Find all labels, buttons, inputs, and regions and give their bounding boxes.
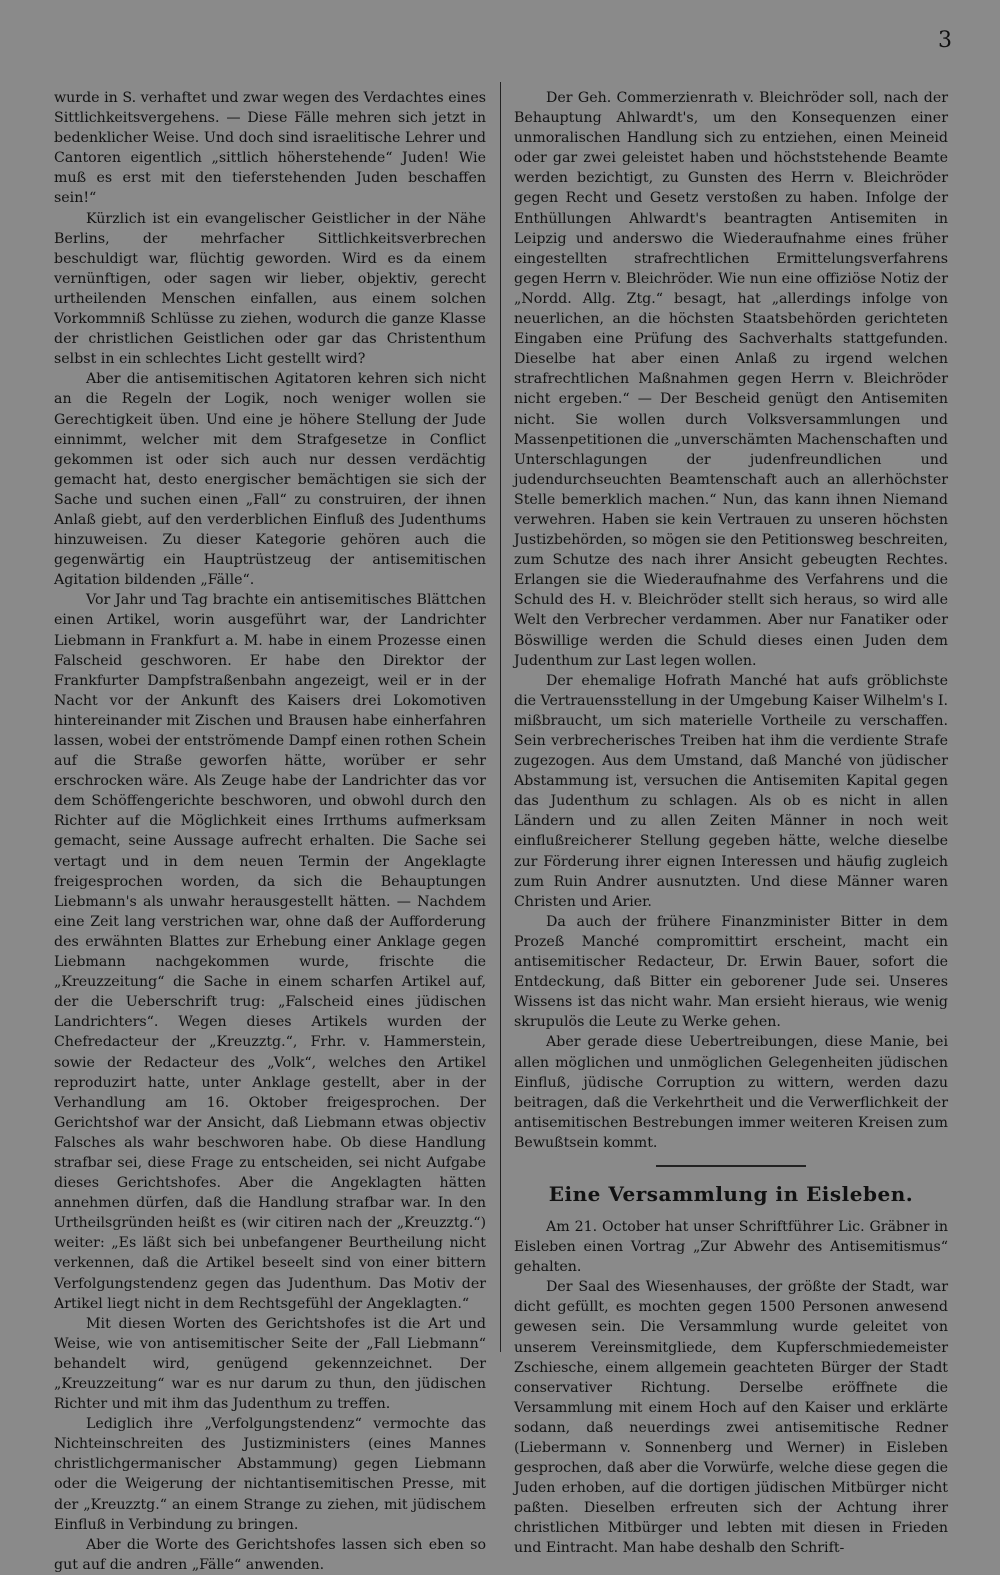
paragraph: Mit diesen Worten des Gerichtshofes ist die Art und Weise, wie von antisemitischer Seite der „Fall Liebmann“ behandelt wird, genügend gekennzeichnet. Der „Kreuzzeitung“ war es nur darum zu thun, den jüdischen Richter und mit ihm das Judenthum zu treffen. — [54, 1315, 486, 1413]
section-heading: Eine Versammlung in Eisleben. — [548, 1181, 914, 1206]
paragraph: Kürzlich ist ein evangelischer Geistlicher in der Nähe Berlins, der mehrfacher Sittlichkeitsverbrechen beschuldigt war, flüchtig geworden. Wird es da einem vernünftigen, oder sagen wir lieber, objektiv, gerecht urtheilenden Menschen einfallen, aus einem solchen Vorkommniß Schlüsse zu ziehen, wodurch die ganze Klasse der christlichen Geistlichen oder gar das Christenthum selbst in ein schlechtes Licht gestellt wird? — [54, 210, 486, 368]
paragraph: Aber die Worte des Gerichtshofes lassen sich eben so gut auf die andren „Fälle“ anwenden. — [54, 1536, 486, 1573]
paragraph: wurde in S. verhaftet und zwar wegen des Verdachtes eines Sittlichkeitsvergehens. — Diese Fälle mehren sich jetzt in bedenklicher Weise. Und doch sind israelitische Lehrer und Cantoren eigentlich „sittlich höherstehende“ Juden! Wie muß es erst mit den tieferstehenden Juden beschaffen sein!“ — [54, 90, 486, 207]
paragraph: Der Saal des Wiesenhauses, der größte der Stadt, war dicht gefüllt, es mochten gegen 1500 Personen anwesend gewesen sein. Die Versammlung wurde geleitet von unserem Vereinsmitgliede, dem Kupferschmiedemeister Zschiesche, einem allgemein geachteten Bürger der Stadt conservativer Richtung. Derselbe eröffnete die Versammlung mit einem Hoch auf den Kaiser und erklärte sodann, daß neuerdings zwei antisemitische Redner (Liebermann v. Sonnenberg und Werner) in Eisleben gesprochen, daß aber die Vorwürfe, welche diese gegen die Juden erhoben, auf die dortigen jüdischen Mitbürger nicht paßten. Dieselben erfreuten sich der Achtung ihrer christlichen Mitbürger und lebten mit diesen in Frieden und Eintracht. Man habe deshalb den Schrift- — [514, 1279, 948, 1557]
section-divider — [656, 1165, 806, 1167]
paragraph: Am 21. October hat unser Schriftführer Lic. Gräbner in Eisleben einen Vortrag „Zur Abwehr des Antisemitismus“ gehalten. — [514, 1218, 948, 1276]
paragraph: Der Geh. Commerzienrath v. Bleichröder soll, nach der Behauptung Ahlwardt's, um den Konsequenzen einer unmoralischen Handlung sich zu entziehen, einen Meineid oder gar zwei geleistet haben und höchststehende Beamte werden bezichtigt, zu Gunsten des Herrn v. Bleichröder gegen Recht und Gesetz verstoßen zu haben. Infolge der Enthüllungen Ahlwardt's beantragten Antisemiten in Leipzig und anderswo die Wiederaufnahme eines früher eingestellten strafrechtlichen Ermittelungsverfahrens gegen Herrn v. Bleichröder. Wie nun eine offiziöse Notiz der „Nordd. Allg. Ztg.“ besagt, hat „allerdings infolge von neuerlichen, an die höchsten Staatsbehörden gerichteten Eingaben eine Prüfung des Sachverhalts stattgefunden. Dieselbe hat aber einen Anlaß zu irgend welchen strafrechtlichen Maßnahmen gegen Herrn v. Bleichröder nicht ergeben.“ — Der Bescheid genügt den Antisemiten nicht. Sie wollen durch Volksversammlungen und Massenpetitionen die „unverschämten Machenschaften und Unterschlagungen der judenfreundlichen und judendurchseuchten Beamtenschaft auch an allerhöchster Stelle bemerklich machen.“ Nun, das kann ihnen Niemand verwehren. Haben sie kein Vertrauen zu unseren höchsten Justizbehörden, so mögen sie den Petitionsweg beschreiten, zum Schutze des nach ihrer Ansicht gebeugten Rechtes. Erlangen sie die Wiederaufnahme des Verfahrens und die Schuld des H. v. Bleichröder stellt sich heraus, so wird alle Welt den Verbrecher verdammen. Aber nur Fanatiker oder Böswillige werden die Schuld dieses einen Juden dem Judenthum zur Last legen wollen. — [514, 90, 948, 669]
paragraph: Aber die antisemitischen Agitatoren kehren sich nicht an die Regeln der Logik, noch weniger wollen sie Gerechtigkeit üben. Und eine je höhere Stellung der Jude einnimmt, welcher mit dem Strafgesetze in Conflict gekommen ist oder sich auch nur dessen verdächtig gemacht hat, desto energischer bemächtigen sie sich der Sache und suchen einen „Fall“ zu construiren, der ihnen Anlaß giebt, auf den verderblichen Einfluß des Judenthums hinzuweisen. Zu dieser Kategorie gehören auch die gegenwärtig ein Hauptrüstzeug der antisemitischen Agitation bildenden „Fälle“. — [54, 371, 486, 589]
left-column — [54, 88, 486, 1575]
page-number: 3 — [938, 28, 952, 53]
paragraph: Aber gerade diese Uebertreibungen, diese Manie, bei allen möglichen und unmöglichen Gelegenheiten jüdischen Einfluß, jüdische Corruption zu wittern, werden dazu beitragen, daß die Verkehrtheit und die Verwerflichkeit der antisemitischen Bestrebungen immer weiteren Kreisen zum Bewußtsein kommt. — [514, 1034, 948, 1151]
paragraph: Der ehemalige Hofrath Manché hat aufs gröblichste die Vertrauensstellung in der Umgebung Kaiser Wilhelm's I. mißbraucht, um sich materielle Vortheile zu verschaffen. Sein verbrecherisches Treiben hat ihm die verdiente Strafe zugezogen. Aus dem Umstand, daß Manché von jüdischer Abstammung ist, versuchen die Antisemiten Kapital gegen das Judenthum zu schlagen. Als ob es nicht in allen Ländern und zu allen Zeiten Männer in noch weit einflußreicherer Stellung gegeben hätte, welche dieselbe zur Förderung ihrer eignen Interessen und häufig zugleich zum Ruin Andrer ausnutzten. Und diese Männer waren Christen und Arier. — [514, 672, 948, 910]
paragraph: Da auch der frühere Finanzminister Bitter in dem Prozeß Manché compromittirt erscheint, macht ein antisemitischer Redacteur, Dr. Erwin Bauer, sofort die Entdeckung, daß Bitter ein geborener Jude sei. Unseres Wissens ist das nicht wahr. Man ersieht hieraus, wie wenig skrupulös die Leute zu Werke gehen. — [514, 913, 948, 1031]
column-divider — [500, 82, 501, 1352]
paragraph: Vor Jahr und Tag brachte ein antisemitisches Blättchen einen Artikel, worin ausgeführt war, der Landrichter Liebmann in Frankfurt a. M. habe in einem Prozesse einen Falscheid geschworen. Er habe den Direktor der Frankfurter Dampfstraßenbahn angezeigt, weil er in der Nacht vor der Ankunft des Kaisers drei Lokomotiven hintereinander mit Zischen und Brausen habe einherfahren lassen, wobei der entströmende Dampf einen rothen Schein auf die Straße geworfen hätte, worüber er sehr erschrocken wäre. Als Zeuge habe der Landrichter das vor dem Schöffengerichte beschworen, und obwohl durch den Richter auf die Möglichkeit eines Irrthums aufmerksam gemacht, seine Aussage aufrecht erhalten. Die Sache sei vertagt und in dem neuen Termin der Angeklagte freigesprochen worden, da sich die Behauptungen Liebmann's als unwahr herausgestellt hätten. — Nachdem eine Zeit lang verstrichen war, ohne daß der Aufforderung des erwähnten Blattes zur Erhebung einer Anklage gegen Liebmann nachgekommen wurde, frischte die „Kreuzzeitung“ die Sache in einem scharfen Artikel auf, der die Ueberschrift trug: „Falscheid eines jüdischen Landrichters“. Wegen dieses Artikels wurden der Chefredacteur der „Kreuzztg.“, Frhr. v. Hammerstein, sowie der Redacteur des „Volk“, welches den Artikel reproduzirt hatte, unter Anklage gestellt, aber in der Verhandlung am 16. Oktober freigesprochen. Der Gerichtshof war der Ansicht, daß Liebmann etwas objectiv Falsches als wahr beschworen habe. Ob diese Handlung strafbar sei, diese Frage zu entscheiden, sei nicht Aufgabe dieses Gerichtshofes. Aber die Angeklagten hätten annehmen dürfen, daß die Handlung strafbar war. In den Urtheilsgründen heißt es (wir citiren nach der „Kreuzztg.“) weiter: „Es läßt sich bei unbefangener Beurtheilung nicht verkennen, daß die Artikel beseelt sind von einer bittern Verfolgungstendenz gegen das Judenthum. Das Motiv der Artikel liegt nicht in dem Rechtsgefühl der Angeklagten.“ — [54, 592, 486, 1312]
paragraph: Lediglich ihre „Verfolgungstendenz“ vermochte das Nichteinschreiten des Justizministers (eines Mannes christlichgermanischer Abstammung) gegen Liebmann oder die Weigerung der nichtantisemitischen Presse, mit der „Kreuzztg.“ an einem Strange zu ziehen, mit jüdischem Einfluß in Verbindung zu bringen. — [54, 1416, 486, 1533]
right-column — [514, 88, 948, 1559]
